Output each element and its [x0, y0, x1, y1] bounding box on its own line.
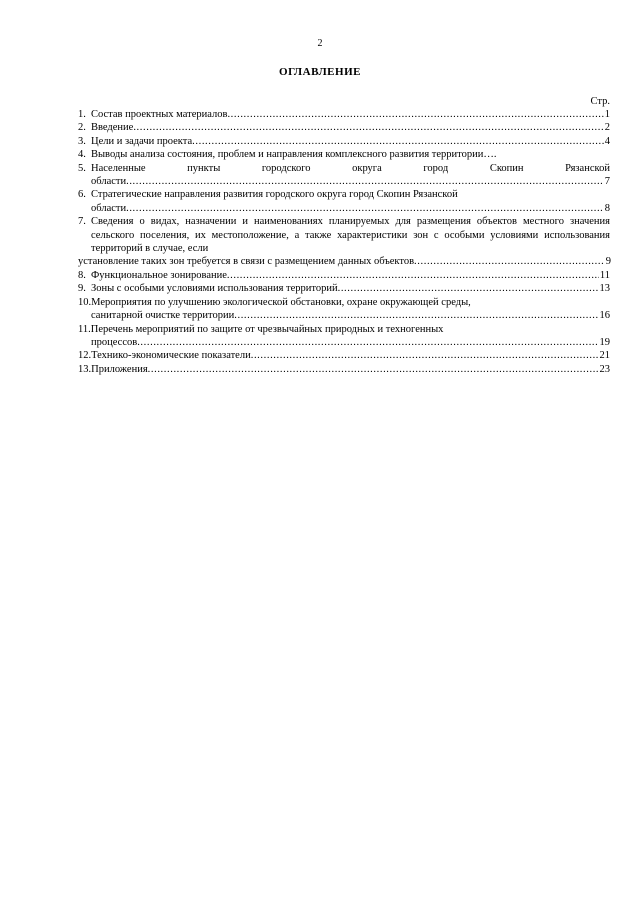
page-column-label: Стр.: [590, 96, 610, 107]
toc-entry-6: [78, 188, 610, 215]
entry-page: 8: [604, 202, 610, 214]
entry-title: Введение: [91, 122, 134, 134]
entry-number: 5.: [78, 162, 86, 174]
entry-number: 1.: [78, 109, 86, 120]
entry-number: 13.: [78, 363, 92, 375]
dot-leader: [227, 108, 603, 121]
entry-word: округа: [352, 162, 382, 174]
entry-word: пункты: [187, 162, 221, 174]
dot-leader: [234, 309, 598, 322]
entry-page: 2: [604, 122, 610, 134]
entry-number: 12.: [78, 350, 92, 362]
toc-entry-10: [78, 296, 610, 323]
page-title: ОГЛАВЛЕНИЕ: [279, 66, 361, 78]
toc-entry-11: [78, 323, 610, 350]
entry-title-line1: [91, 162, 610, 175]
entry-page: 19: [599, 336, 610, 348]
entry-page: 4: [604, 135, 610, 147]
entry-title-last: установление таких зон требуется в связи с размещением данных объектов: [78, 256, 415, 268]
entry-title-line1: Перечень мероприятий по защите от чрезвычайных природных и техногенных: [90, 323, 444, 335]
entry-title-line1: Стратегические направления развития городского округа город Скопин Рязанской: [91, 189, 458, 201]
entry-page: 7: [604, 176, 610, 188]
dot-leader: [148, 363, 599, 376]
toc-entry-12: [78, 349, 610, 362]
entry-word: Населенные: [91, 162, 146, 174]
entry-number: 10.: [78, 296, 92, 308]
dot-leader: [192, 135, 604, 148]
entry-page: 9: [605, 256, 611, 268]
table-of-contents: [78, 108, 610, 376]
entry-number: 9.: [78, 283, 86, 295]
entry-page: 13: [599, 283, 610, 295]
dot-leader: [251, 349, 599, 362]
toc-entry-5: [78, 162, 610, 189]
toc-entry-9: [78, 282, 610, 295]
dot-leader: [137, 336, 598, 349]
entry-title-line2: санитарной очистке территории: [91, 310, 235, 322]
page-number: 2: [317, 38, 323, 49]
toc-entry-1: [78, 108, 610, 121]
toc-entry-3: [78, 135, 610, 148]
toc-entry-2: [78, 121, 610, 134]
dot-leader: [338, 282, 599, 295]
entry-number: 11.: [78, 323, 91, 335]
entry-title-line2: процессов: [91, 336, 138, 348]
toc-entry-7: [78, 215, 610, 269]
entry-title-block: Сведения о видах, назначении и наименованиях планируемых для размещения объектов местного значения сельского поселения, их местоположение, а также характеристики зон с особыми условиями использования территорий в случае, если: [91, 216, 610, 255]
dot-leader: [227, 269, 599, 282]
entry-title-line2: области: [91, 202, 127, 214]
toc-entry-13: [78, 363, 610, 376]
toc-entry-4: [78, 148, 610, 161]
entry-page: 1: [604, 109, 610, 120]
entry-title: Приложения: [91, 363, 148, 375]
entry-word: Рязанской: [565, 162, 610, 174]
entry-number: 7.: [78, 216, 86, 228]
entry-page: 11: [599, 269, 610, 281]
entry-number: 4.: [78, 149, 86, 161]
entry-number: 3.: [78, 135, 86, 147]
dot-leader: [414, 255, 605, 268]
entry-number: 6.: [78, 189, 86, 201]
entry-number: 2.: [78, 122, 86, 134]
entry-word: городского: [261, 162, 311, 174]
entry-title: Состав проектных материалов: [91, 109, 228, 120]
entry-page: 16: [599, 310, 610, 322]
entry-title-line2: области: [91, 176, 127, 188]
entry-title: Зоны с особыми условиями использования территорий: [91, 283, 338, 295]
entry-title: Выводы анализа состояния, проблем и направления комплексного развития территории….: [91, 149, 497, 161]
entry-number: 8.: [78, 269, 86, 281]
dot-leader: [126, 202, 604, 215]
dot-leader: [133, 121, 603, 134]
entry-title: Технико-экономические показатели: [91, 350, 251, 362]
toc-entry-8: [78, 269, 610, 282]
entry-title: Цели и задачи проекта: [91, 135, 193, 147]
entry-word: Скопин: [489, 162, 524, 174]
entry-word: город: [423, 162, 449, 174]
entry-page: 23: [599, 363, 610, 375]
dot-leader: [126, 175, 604, 188]
entry-title-line1: Мероприятия по улучшению экологической обстановки, охране окружающей среды,: [91, 296, 471, 308]
entry-title: Функциональное зонирование: [91, 269, 227, 281]
entry-page: 21: [599, 350, 610, 362]
